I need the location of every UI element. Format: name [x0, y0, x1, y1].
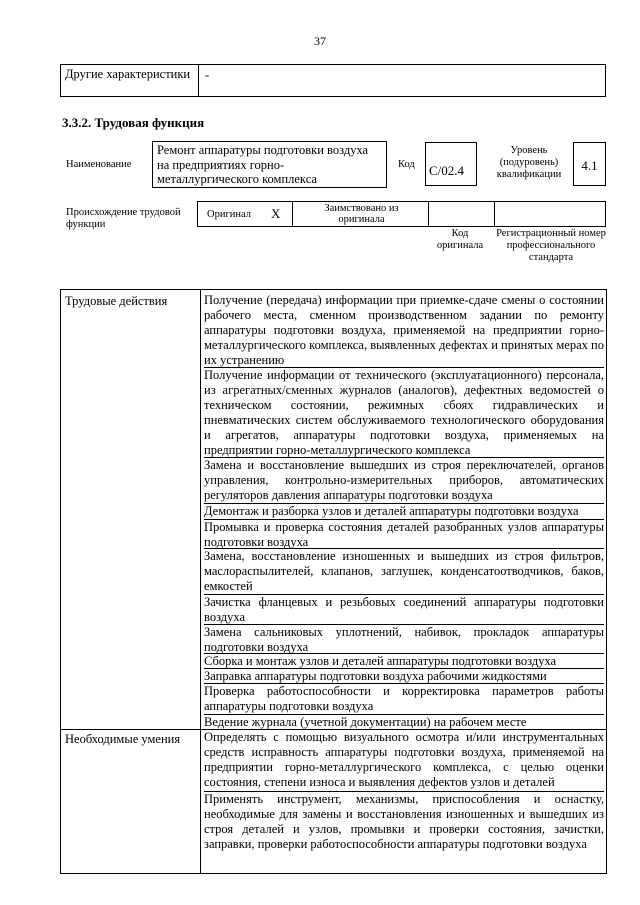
- labor-action-item: Замена, восстановление изношенных и вышедших из строя фильтров, маслораспылителей, клапанов, заглушек, конденсатоотводчиков, баков, емкостей: [204, 549, 604, 593]
- original-code-caption: Код оригинала: [436, 228, 484, 251]
- label-column: [61, 290, 201, 873]
- labor-action-item: Сборка и монтаж узлов и деталей аппаратуры подготовки воздуха: [204, 653, 604, 668]
- labor-action-item: Промывка и проверка состояния деталей разобранных узлов аппаратуры подготовки воздуха: [204, 520, 604, 549]
- labor-action-item: Получение информации от технического (эксплуатационного) персонала, из агрегатных/сменных журналов (аналогов), дефектных ведомостей о техническом состоянии, режимных сбоях гидравлических и пневматических систем обслуживаемого технологического оборудования и агрегатов, аппаратуры подготовки воздуха, применяемых на предприятии горно-металлургического комплекса: [204, 368, 604, 457]
- labor-action-item: Проверка работоспособности и корректировка параметров работы аппаратуры подготовки воздуха: [204, 684, 604, 713]
- code-label: Код: [398, 159, 415, 170]
- page-number: 37: [314, 34, 326, 48]
- original-code-cell: [428, 201, 495, 227]
- origin-table: [197, 201, 606, 227]
- registration-number-cell: [494, 201, 606, 227]
- other-characteristics-label: Другие характеристики: [61, 65, 199, 96]
- function-code: С/02.4: [425, 142, 477, 186]
- labor-action-item: Получение (передача) информации при приемке-сдаче смены о состоянии рабочего места, сменном производственном задании по ремонту аппаратуры подготовки воздуха, применяемой на предприятии горно-металлургического комплекса, выявленных дефектах и принятых мерах по их устранению: [204, 293, 604, 367]
- skill-item: Применять инструмент, механизмы, приспособления и оснастку, необходимые для замены и восстановления изношенных и вышедших из строя деталей и узлов, промывки и проверки состояния, зачистки, заправки, проверки работоспособности аппаратуры подготовки воздуха: [204, 792, 604, 851]
- other-characteristics-table: [60, 64, 606, 97]
- registration-number-caption: Регистрационный номер профессионального стандарта: [496, 228, 606, 263]
- skills-label: Необходимые умения: [65, 732, 181, 746]
- labor-action-item: Замена и восстановление вышедших из строя переключателей, органов управления, контрольно-измерительных приборов, автоматических регуляторов давления аппаратуры подготовки воздуха: [204, 458, 604, 502]
- original-label: Оригинал: [207, 209, 251, 220]
- origin-label: Происхождение трудовой функции: [66, 207, 181, 230]
- name-label: Наименование: [66, 159, 132, 170]
- labor-action-item: Замена сальниковых уплотнений, набивок, прокладок аппаратуры подготовки воздуха: [204, 625, 604, 654]
- level-label: Уровень (подуровень) квалификации: [496, 145, 562, 180]
- section-title: 3.3.2. Трудовая функция: [62, 115, 205, 130]
- labor-action-item: Ведение журнала (учетной документации) на рабочем месте: [204, 714, 604, 729]
- labor-action-item: Зачистка фланцевых и резьбовых соединений аппаратуры подготовки воздуха: [204, 595, 604, 624]
- other-characteristics-value: -: [205, 67, 210, 82]
- labor-actions-label: Трудовые действия: [65, 294, 168, 308]
- function-name: Ремонт аппаратуры подготовки воздуха на предприятиях горно-металлургического комплекса: [152, 141, 387, 188]
- skill-item: Определять с помощью визуального осмотра и/или инструментальных средств исправность аппаратуры подготовки воздуха, применяемой на предприятии горно-металлургического комплекса, с целью оценки состояния, степени износа и выявления дефектов узлов и деталей: [204, 730, 604, 789]
- labor-action-item: Заправка аппаратуры подготовки воздуха рабочими жидкостями: [204, 668, 604, 683]
- labor-action-item: Демонтаж и разборка узлов и деталей аппаратуры подготовки воздуха: [204, 503, 604, 519]
- borrowed-label: Заимствовано из оригинала: [324, 203, 399, 225]
- original-cell: [197, 201, 293, 227]
- function-details-table: [60, 289, 607, 874]
- original-mark: Х: [271, 206, 281, 221]
- qualification-level: 4.1: [573, 142, 606, 186]
- borrowed-cell: [292, 201, 429, 227]
